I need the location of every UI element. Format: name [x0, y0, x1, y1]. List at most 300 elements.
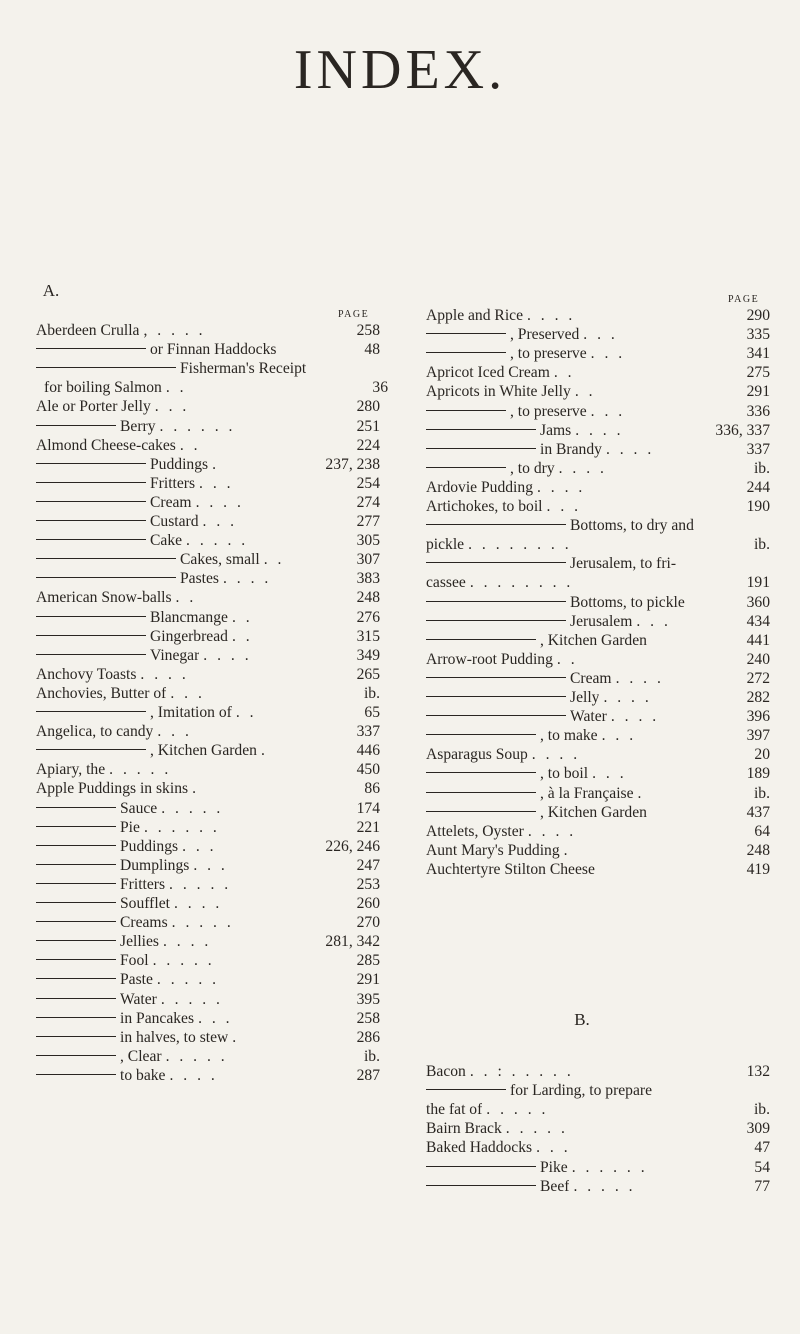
- entry-text: , Imitation of: [150, 704, 232, 721]
- leader-dots: .: [192, 780, 199, 798]
- ditto-dash: [426, 696, 566, 697]
- leader-dots: . . . .: [575, 421, 624, 439]
- entry-text: , to preserve: [510, 402, 587, 420]
- entry-page-number: ib.: [363, 684, 380, 702]
- entry-page-number: ib.: [753, 459, 770, 477]
- leader-dots: . . . .: [169, 1066, 218, 1084]
- entry-text: Aunt Mary's Pudding: [426, 841, 560, 859]
- entry-page-number: 65: [364, 704, 380, 721]
- entry-text: Pike: [540, 1158, 568, 1176]
- entry-page-number: 247: [356, 856, 380, 874]
- entry-text: , to boil: [540, 765, 589, 783]
- ditto-dash: [36, 367, 176, 368]
- entry-page-number: 446: [356, 742, 380, 760]
- index-entry: [426, 650, 770, 669]
- entry-text: Asparagus Soup: [426, 746, 528, 764]
- index-entry: [36, 1009, 380, 1028]
- index-entry: [426, 593, 770, 612]
- entry-page-number: 77: [754, 1177, 770, 1195]
- entry-text: Berry: [120, 417, 156, 435]
- entry-page-number: 441: [746, 631, 770, 649]
- leader-dots: . .: [556, 650, 578, 668]
- leader-dots: . . .: [157, 723, 192, 741]
- index-entry: [36, 799, 380, 818]
- leader-dots: , . . . .: [143, 322, 206, 339]
- index-entry: [36, 646, 380, 665]
- ditto-dash: [36, 1074, 116, 1075]
- entry-text: Jelly: [570, 689, 600, 706]
- entry-text: , à la Française: [540, 784, 634, 802]
- entry-page-number: 274: [356, 493, 380, 511]
- ditto-dash: [36, 959, 116, 960]
- entry-page-number: 275: [746, 364, 770, 382]
- entry-text: in Pancakes: [120, 1009, 195, 1027]
- ditto-dash: [36, 883, 116, 884]
- index-entry: [36, 493, 380, 512]
- entry-text: , Clear: [120, 1047, 162, 1065]
- leader-dots: . . . . .: [505, 1120, 568, 1138]
- leader-dots: . . .: [592, 765, 627, 783]
- leader-dots: . .: [574, 383, 596, 401]
- leader-dots: . . . . .: [186, 532, 249, 550]
- entry-page-number: 349: [356, 646, 380, 664]
- ditto-dash: [426, 601, 566, 602]
- ditto-dash: [426, 677, 566, 678]
- entry-page-number: 285: [356, 952, 380, 970]
- index-entry: [36, 818, 380, 837]
- ditto-dash: [36, 577, 176, 578]
- entry-page-number: 260: [356, 895, 380, 912]
- ditto-dash: [36, 654, 146, 655]
- entry-text: Apple and Rice: [426, 307, 523, 324]
- entry-text: Puddings: [120, 837, 179, 855]
- index-entry: [426, 631, 770, 650]
- entry-text: Ale or Porter Jelly: [36, 398, 151, 416]
- ditto-dash: [36, 501, 146, 502]
- entry-page-number: 280: [356, 398, 380, 416]
- entry-text: , to make: [540, 727, 598, 745]
- entry-page-number: 336: [746, 402, 770, 420]
- leader-dots: . . . . .: [171, 914, 234, 932]
- ditto-dash: [36, 998, 116, 999]
- leader-dots: . . .: [636, 612, 671, 630]
- page-title: INDEX.: [293, 39, 507, 101]
- entry-text: Custard: [150, 513, 199, 530]
- index-entry: [36, 703, 380, 722]
- entry-text: Cakes, small: [180, 551, 260, 569]
- entry-page-number: 336, 337: [715, 421, 770, 439]
- entry-page-number: 258: [356, 322, 380, 339]
- entry-text: Apricots in White Jelly: [426, 383, 571, 401]
- index-entry: [36, 894, 380, 913]
- leader-dots: . .: [175, 589, 197, 607]
- entry-text: Puddings: [150, 455, 209, 473]
- index-entry: [426, 1177, 770, 1196]
- index-entry: [36, 1047, 380, 1066]
- entry-page-number: 396: [746, 708, 770, 726]
- leader-dots: .: [563, 841, 571, 859]
- entry-text: , Preserved: [510, 326, 580, 344]
- entry-text: in Brandy: [540, 440, 602, 458]
- entry-page-number: 291: [746, 383, 770, 401]
- entry-text: Fritters: [150, 474, 196, 492]
- leader-dots: . . . .: [173, 895, 223, 912]
- entry-page-number: 337: [746, 440, 770, 458]
- leader-dots: . . . .: [527, 307, 576, 324]
- entry-text: Cream: [150, 493, 192, 511]
- entry-text: Jellies: [120, 933, 159, 951]
- entry-text: for boiling Salmon: [44, 379, 162, 397]
- entry-text: Ardovie Pudding: [426, 478, 533, 496]
- index-entry: [36, 378, 388, 397]
- leader-dots: . . . .: [537, 478, 586, 496]
- index-entry: [36, 550, 380, 569]
- index-entry: [36, 531, 380, 550]
- index-entry: [36, 760, 380, 779]
- leader-dots: . . .: [546, 498, 582, 515]
- entry-text: , Kitchen Garden: [540, 803, 647, 821]
- leader-dots: . . . . .: [165, 1047, 228, 1065]
- leader-dots: . .: [235, 704, 257, 721]
- ditto-dash: [426, 429, 536, 430]
- index-entry: [36, 741, 380, 760]
- entry-page-number: ib.: [753, 536, 770, 554]
- ditto-dash: [36, 558, 176, 559]
- entry-text: Anchovies, Butter of: [36, 684, 167, 702]
- entry-page-number: 191: [746, 574, 770, 592]
- page-column-header: PAGE: [338, 309, 370, 320]
- entry-page-number: 64: [754, 822, 770, 840]
- index-entry: [426, 669, 770, 688]
- entry-page-number: 36: [372, 379, 388, 397]
- index-entry: [426, 382, 770, 401]
- leader-dots: . . . .: [610, 708, 660, 726]
- index-entry: [36, 627, 380, 646]
- leader-dots: . .: [263, 551, 285, 569]
- entry-text: Beef: [540, 1177, 570, 1195]
- index-entry: [426, 1081, 770, 1100]
- index-entry: [426, 726, 770, 745]
- entry-page-number: 248: [356, 589, 380, 607]
- ditto-dash: [36, 482, 146, 483]
- index-entry: [36, 512, 380, 531]
- ditto-dash: [426, 715, 566, 716]
- entry-page-number: 291: [356, 971, 380, 989]
- index-entry: [426, 344, 770, 363]
- entry-page-number: 419: [746, 860, 770, 878]
- index-entry: [426, 860, 770, 879]
- index-entry: [426, 1100, 770, 1119]
- ditto-dash: [426, 467, 506, 468]
- ditto-dash: [36, 635, 146, 636]
- entry-text: Bairn Brack: [426, 1120, 502, 1138]
- entry-page-number: ib.: [363, 1047, 380, 1065]
- entry-text: to bake: [120, 1066, 166, 1084]
- entry-page-number: 244: [746, 478, 770, 496]
- index-entry: [426, 1138, 770, 1157]
- entry-page-number: 281, 342: [325, 933, 380, 951]
- entry-text: Water: [120, 990, 157, 1008]
- entry-page-number: 290: [746, 307, 770, 324]
- ditto-dash: [426, 524, 566, 525]
- entry-page-number: 270: [356, 914, 380, 932]
- entry-page-number: 437: [746, 803, 770, 821]
- entry-text: Cake: [150, 532, 183, 550]
- ditto-dash: [426, 352, 506, 353]
- entry-page-number: 335: [746, 326, 770, 344]
- leader-dots: .: [232, 1028, 240, 1046]
- leader-dots: . . . . .: [160, 990, 223, 1008]
- index-entry: [426, 688, 770, 707]
- index-entry: [426, 1119, 770, 1138]
- entry-text: Gingerbread: [150, 627, 228, 645]
- entry-text: Cream: [570, 669, 612, 687]
- entry-text: , to dry: [510, 459, 555, 477]
- entry-page-number: 190: [746, 498, 770, 515]
- entry-text: Bottoms, to dry and: [570, 517, 694, 535]
- entry-text: Fisherman's Receipt: [180, 360, 307, 378]
- leader-dots: . . .: [182, 837, 217, 855]
- leader-dots: . . .: [193, 856, 228, 874]
- entry-page-number: 272: [746, 669, 770, 687]
- entry-text: Apple Puddings in skins: [36, 780, 189, 798]
- ditto-dash: [36, 807, 116, 808]
- entry-text: the fat of: [426, 1101, 483, 1119]
- index-entry: [426, 459, 770, 478]
- index-entry: [426, 612, 770, 631]
- leader-dots: . . .: [590, 345, 626, 363]
- ditto-dash: [36, 864, 116, 865]
- entry-page-number: 237, 238: [325, 455, 380, 473]
- ditto-dash: [426, 333, 506, 334]
- index-entry: [426, 478, 770, 497]
- index-entry: [426, 803, 770, 822]
- leader-dots: . . . .: [605, 440, 655, 458]
- entry-text: Artichokes, to boil: [426, 498, 543, 515]
- ditto-dash: [426, 639, 536, 640]
- leader-dots: . . . . .: [161, 799, 224, 817]
- entry-text: , Kitchen Garden: [150, 742, 257, 760]
- leader-dots: . . . . . .: [571, 1158, 648, 1176]
- entry-text: Anchovy Toasts: [36, 665, 137, 683]
- leader-dots: . .: [165, 379, 187, 397]
- leader-dots: . .: [231, 627, 253, 645]
- entry-page-number: 307: [356, 551, 380, 569]
- ditto-dash: [426, 811, 536, 812]
- leader-dots: . . . . .: [152, 952, 215, 970]
- entry-page-number: 282: [746, 689, 770, 706]
- leader-dots: . . . .: [222, 570, 272, 588]
- index-entry: [426, 784, 770, 803]
- entry-page-number: 253: [356, 875, 380, 893]
- entry-page-number: 309: [746, 1120, 770, 1138]
- ditto-dash: [36, 978, 116, 979]
- index-entry: [36, 913, 380, 932]
- index-entry: [36, 856, 380, 875]
- ditto-dash: [426, 772, 536, 773]
- leader-dots: . . .: [199, 474, 234, 492]
- ditto-dash: [36, 826, 116, 827]
- leader-dots: . . .: [202, 513, 238, 530]
- ditto-dash: [36, 1055, 116, 1056]
- leader-dots: . . . . . . . .: [468, 536, 572, 554]
- entry-page-number: 226, 246: [325, 837, 380, 855]
- entry-text: Auchtertyre Stilton Cheese: [426, 860, 595, 878]
- entry-page-number: 397: [746, 727, 770, 745]
- index-entry: [36, 455, 380, 474]
- index-entry: [36, 1066, 380, 1085]
- ditto-dash: [426, 562, 566, 563]
- index-entry: [36, 990, 380, 1009]
- entry-page-number: 20: [754, 746, 770, 764]
- entry-page-number: 189: [746, 765, 770, 783]
- entry-text: Dumplings: [120, 856, 190, 874]
- leader-dots: . .: [553, 364, 575, 382]
- index-entry: [426, 421, 770, 440]
- entry-text: Bottoms, to pickle: [570, 593, 685, 611]
- index-entry: [36, 837, 380, 856]
- ditto-dash: [36, 749, 146, 750]
- entry-page-number: 276: [356, 608, 380, 626]
- index-entry: [36, 474, 380, 493]
- entry-page-number: 221: [356, 818, 380, 836]
- index-entry: [426, 573, 770, 592]
- entry-page-number: 287: [356, 1066, 380, 1084]
- ditto-dash: [36, 902, 116, 903]
- index-entry: [426, 745, 770, 764]
- ditto-dash: [36, 520, 146, 521]
- entry-text: Attelets, Oyster: [426, 822, 524, 840]
- entry-page-number: 305: [356, 532, 380, 550]
- entry-text: Apricot Iced Cream: [426, 364, 550, 382]
- entry-text: Fool: [120, 952, 149, 970]
- entry-text: Jerusalem: [570, 612, 633, 630]
- section-letter-b: B.: [574, 1010, 590, 1029]
- ditto-dash: [36, 1017, 116, 1018]
- leader-dots: . . . .: [558, 459, 607, 477]
- ditto-dash: [36, 348, 146, 349]
- index-entry: [426, 554, 770, 573]
- ditto-dash: [426, 1185, 536, 1186]
- entry-text: Almond Cheese-cakes: [36, 436, 176, 454]
- entry-text: Jams: [540, 421, 572, 439]
- entry-text: cassee: [426, 574, 466, 592]
- index-entry: [36, 588, 380, 607]
- leader-dots: .: [212, 455, 219, 473]
- leader-dots: . .: [179, 436, 201, 454]
- index-entry: [36, 397, 380, 416]
- entry-page-number: 277: [356, 513, 380, 530]
- index-entry: [426, 363, 770, 382]
- section-letter-a: A.: [42, 281, 60, 300]
- leader-dots: . . . . . . . .: [469, 574, 574, 592]
- leader-dots: . . . .: [615, 669, 664, 687]
- index-entry: [426, 707, 770, 726]
- entry-page-number: 450: [356, 761, 380, 779]
- index-entry: [36, 417, 380, 436]
- ditto-dash: [36, 463, 146, 464]
- index-entry: [36, 951, 380, 970]
- entry-page-number: 224: [356, 436, 380, 454]
- entry-text: Fritters: [120, 875, 166, 893]
- leader-dots: . . . .: [527, 822, 577, 840]
- entry-page-number: 434: [746, 612, 770, 630]
- index-entry: [36, 779, 380, 798]
- index-entry: [36, 665, 380, 684]
- ditto-dash: [36, 425, 116, 426]
- ditto-dash: [426, 620, 566, 621]
- entry-page-number: 286: [356, 1028, 380, 1046]
- leader-dots: . . . .: [603, 689, 652, 706]
- ditto-dash: [36, 921, 116, 922]
- leader-dots: . . . .: [140, 665, 189, 683]
- index-entry: [36, 684, 380, 703]
- entry-text: Sauce: [120, 799, 158, 817]
- entry-page-number: 240: [746, 650, 770, 668]
- leader-dots: . . . . . .: [143, 818, 220, 836]
- leader-dots: . .: [231, 608, 253, 626]
- index-entry: [36, 359, 380, 378]
- entry-page-number: 337: [356, 723, 380, 741]
- entry-text: Aberdeen Crulla: [36, 322, 140, 339]
- entry-text: Jerusalem, to fri-: [570, 555, 677, 573]
- entry-page-number: 248: [746, 841, 770, 859]
- entry-page-number: 315: [356, 627, 380, 645]
- entry-text: Paste: [120, 971, 153, 989]
- index-entry: [426, 764, 770, 783]
- index-entry: [426, 822, 770, 841]
- index-entry: [426, 497, 770, 516]
- leader-dots: . . .: [536, 1139, 571, 1157]
- index-entry: [36, 608, 380, 627]
- entry-page-number: ib.: [753, 784, 770, 802]
- leader-dots: . . .: [583, 326, 618, 344]
- index-entry: [426, 1158, 770, 1177]
- entry-text: Arrow-root Pudding: [426, 650, 553, 668]
- leader-dots: . . . .: [531, 746, 581, 764]
- entry-text: Blancmange: [150, 608, 228, 626]
- entry-text: , to preserve: [510, 345, 587, 363]
- entry-text: Baked Haddocks: [426, 1139, 533, 1157]
- entry-page-number: ib.: [753, 1101, 770, 1119]
- index-entry: [426, 1062, 770, 1081]
- ditto-dash: [36, 845, 116, 846]
- entry-page-number: 132: [746, 1063, 770, 1080]
- entry-page-number: 47: [754, 1139, 770, 1157]
- entry-text: Pastes: [180, 570, 219, 588]
- entry-page-number: 258: [356, 1009, 380, 1027]
- index-entry: [426, 325, 770, 344]
- index-entry: [36, 875, 380, 894]
- leader-dots: . . . . . .: [159, 417, 236, 435]
- leader-dots: . . . . .: [573, 1177, 636, 1195]
- leader-dots: . . . . .: [486, 1101, 549, 1119]
- leader-dots: .: [260, 742, 268, 760]
- entry-page-number: 251: [356, 417, 380, 435]
- entry-text: American Snow-balls: [36, 589, 172, 607]
- entry-page-number: 174: [356, 799, 380, 817]
- leader-dots: . . .: [198, 1009, 233, 1027]
- leader-dots: . . .: [154, 398, 190, 416]
- entry-page-number: 341: [746, 345, 770, 363]
- ditto-dash: [426, 1089, 506, 1090]
- leader-dots: . . . .: [195, 493, 244, 511]
- leader-dots: . . .: [170, 684, 205, 702]
- leader-dots: . . . . .: [156, 971, 220, 989]
- leader-dots: . . . .: [203, 646, 252, 664]
- index-entry: [36, 1028, 380, 1047]
- entry-page-number: 383: [356, 570, 380, 588]
